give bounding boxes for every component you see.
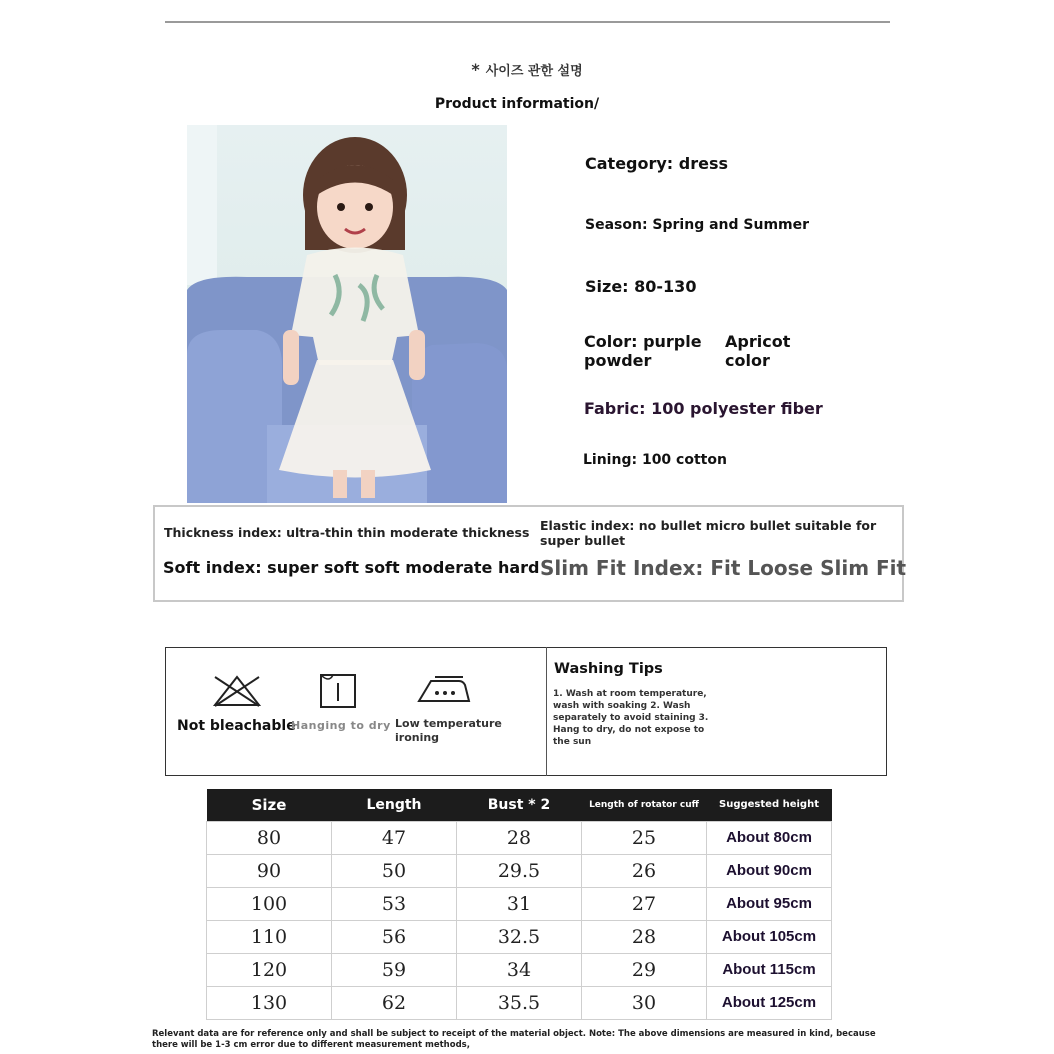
- hanging-dry-icon: [319, 673, 357, 713]
- size-description-title: [0, 60, 1054, 79]
- cell-rotator-cuff: 29: [582, 953, 707, 986]
- header-bust: Bust * 2: [457, 789, 582, 821]
- soft-index: Soft index: super soft soft moderate hard: [163, 558, 540, 577]
- cell-bust: 32.5: [457, 920, 582, 953]
- cell-size: 120: [207, 953, 332, 986]
- cell-rotator-cuff: 25: [582, 821, 707, 854]
- cell-height: About 80cm: [707, 821, 832, 854]
- cell-bust: 31: [457, 887, 582, 920]
- category-text: Category: dress: [585, 154, 729, 173]
- lining-text: Lining: 100 cotton: [583, 452, 727, 468]
- fabric-text: Fabric: 100 polyester fiber: [584, 399, 823, 418]
- cell-length: 56: [332, 920, 457, 953]
- header-rotator-cuff: Length of rotator cuff: [582, 789, 707, 821]
- cell-bust: 34: [457, 953, 582, 986]
- elastic-index: Elastic index: no bullet micro bullet suitable for super bullet: [540, 518, 877, 548]
- cell-size: 80: [207, 821, 332, 854]
- cell-height: About 95cm: [707, 887, 832, 920]
- cell-rotator-cuff: 28: [582, 920, 707, 953]
- measurement-note: Relevant data are for reference only and shall be subject to receipt of the material object. Note: The above dimensions are measured in kind, because there will be 1-3 cm error due to different measurement methods,: [152, 1029, 876, 1050]
- cell-rotator-cuff: 27: [582, 887, 707, 920]
- cell-rotator-cuff: 30: [582, 986, 707, 1019]
- cell-height: About 90cm: [707, 854, 832, 887]
- table-row: [207, 854, 832, 887]
- cell-length: 47: [332, 821, 457, 854]
- washing-box: [165, 647, 887, 776]
- color-purple-text: Color: purple powder: [584, 332, 702, 370]
- table-row: [207, 986, 832, 1019]
- cell-bust: 29.5: [457, 854, 582, 887]
- cell-size: 90: [207, 854, 332, 887]
- cell-bust: 35.5: [457, 986, 582, 1019]
- cell-height: About 125cm: [707, 986, 832, 1019]
- thickness-index: Thickness index: ultra-thin thin moderate thickness: [164, 525, 530, 540]
- table-row: [207, 953, 832, 986]
- size-table: [206, 789, 832, 1020]
- cell-size: 130: [207, 986, 332, 1019]
- star-mark: *: [471, 60, 480, 79]
- cell-size: 100: [207, 887, 332, 920]
- season-text: Season: Spring and Summer: [585, 217, 810, 233]
- cell-rotator-cuff: 26: [582, 854, 707, 887]
- header-size: Size: [207, 789, 332, 821]
- product-information-title: Product information/: [434, 96, 600, 112]
- header-suggested-height: Suggested height: [707, 789, 832, 821]
- table-row: [207, 920, 832, 953]
- header-length: Length: [332, 789, 457, 821]
- cell-length: 50: [332, 854, 457, 887]
- table-row: [207, 887, 832, 920]
- size-range-text: Size: 80-130: [585, 277, 697, 296]
- cell-length: 62: [332, 986, 457, 1019]
- washing-divider: [546, 647, 547, 776]
- not-bleachable-label: Not bleachable: [177, 718, 296, 734]
- cell-length: 59: [332, 953, 457, 986]
- cell-bust: 28: [457, 821, 582, 854]
- low-temp-iron-icon: [415, 673, 473, 709]
- slim-fit-index: Slim Fit Index: Fit Loose Slim Fit: [540, 556, 907, 580]
- hanging-dry-label: Hanging to dry: [291, 719, 391, 732]
- cell-length: 53: [332, 887, 457, 920]
- cell-size: 110: [207, 920, 332, 953]
- top-divider: [165, 21, 890, 23]
- not-bleachable-icon: [211, 673, 263, 713]
- cell-height: About 115cm: [707, 953, 832, 986]
- size-table-header: [207, 789, 832, 821]
- cell-height: About 105cm: [707, 920, 832, 953]
- washing-tips-title: Washing Tips: [554, 661, 663, 677]
- product-photo: [187, 125, 507, 503]
- korean-title-text: 사이즈 관한 설명: [485, 64, 583, 79]
- washing-tips-text: 1. Wash at room temperature, wash with soaking 2. Wash separately to avoid staining 3. Hang to dry, do not expose to the sun: [553, 689, 709, 747]
- color-apricot-text: Apricot color: [725, 332, 791, 370]
- low-temp-iron-label: Low temperature ironing: [395, 717, 502, 744]
- table-row: [207, 821, 832, 854]
